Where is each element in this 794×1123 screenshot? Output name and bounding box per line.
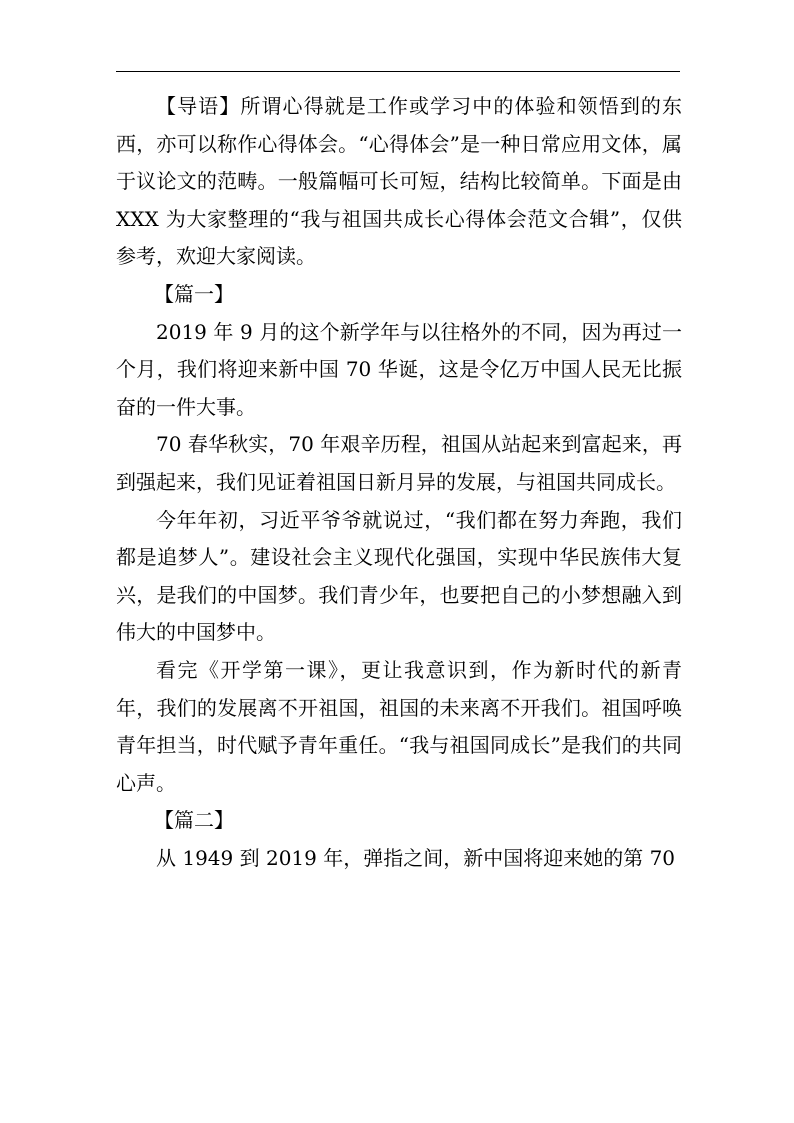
paragraph: 从 1949 到 2019 年，弹指之间，新中国将迎来她的第 70 — [156, 845, 676, 870]
paragraph: 今年年初，习近平爷爷就说过，“我们都在努力奔跑，我们都是追梦人”。建设社会主义现代化强国，实现中华民族伟大复兴，是我们的中国梦。我们青少年，也要把自己的小梦想融入到伟大的中国梦中。 — [116, 507, 682, 645]
header-divider — [116, 71, 680, 72]
paragraph: 70 春华秋实，70 年艰辛历程，祖国从站起来到富起来，再到强起来，我们见证着祖国日新月异的发展，与祖国共同成长。 — [116, 432, 682, 494]
intro-paragraph: 【导语】所谓心得就是工作或学习中的体验和领悟到的东西，亦可以称作心得体会。“心得体会”是一种日常应用文体，属于议论文的范畴。一般篇幅可长可短，结构比较简单。下面是由 XXX 为大家整理的“我与祖国共成长心得体会范文合辑”，仅供参考，欢迎大家阅读。 — [116, 94, 682, 269]
paragraph: 看完《开学第一课》，更让我意识到，作为新时代的新青年，我们的发展离不开祖国，祖国的未来离不开我们。祖国呼唤青年担当，时代赋予青年重任。“我与祖国同成长”是我们的共同心声。 — [116, 657, 682, 795]
section-heading-1: 【篇一】 — [154, 281, 234, 306]
document-body — [116, 88, 682, 877]
paragraph: 2019 年 9 月的这个新学年与以往格外的不同，因为再过一个月，我们将迎来新中国 70 华诞，这是令亿万中国人民无比振奋的一件大事。 — [116, 319, 682, 419]
section-heading-2: 【篇二】 — [154, 808, 234, 833]
